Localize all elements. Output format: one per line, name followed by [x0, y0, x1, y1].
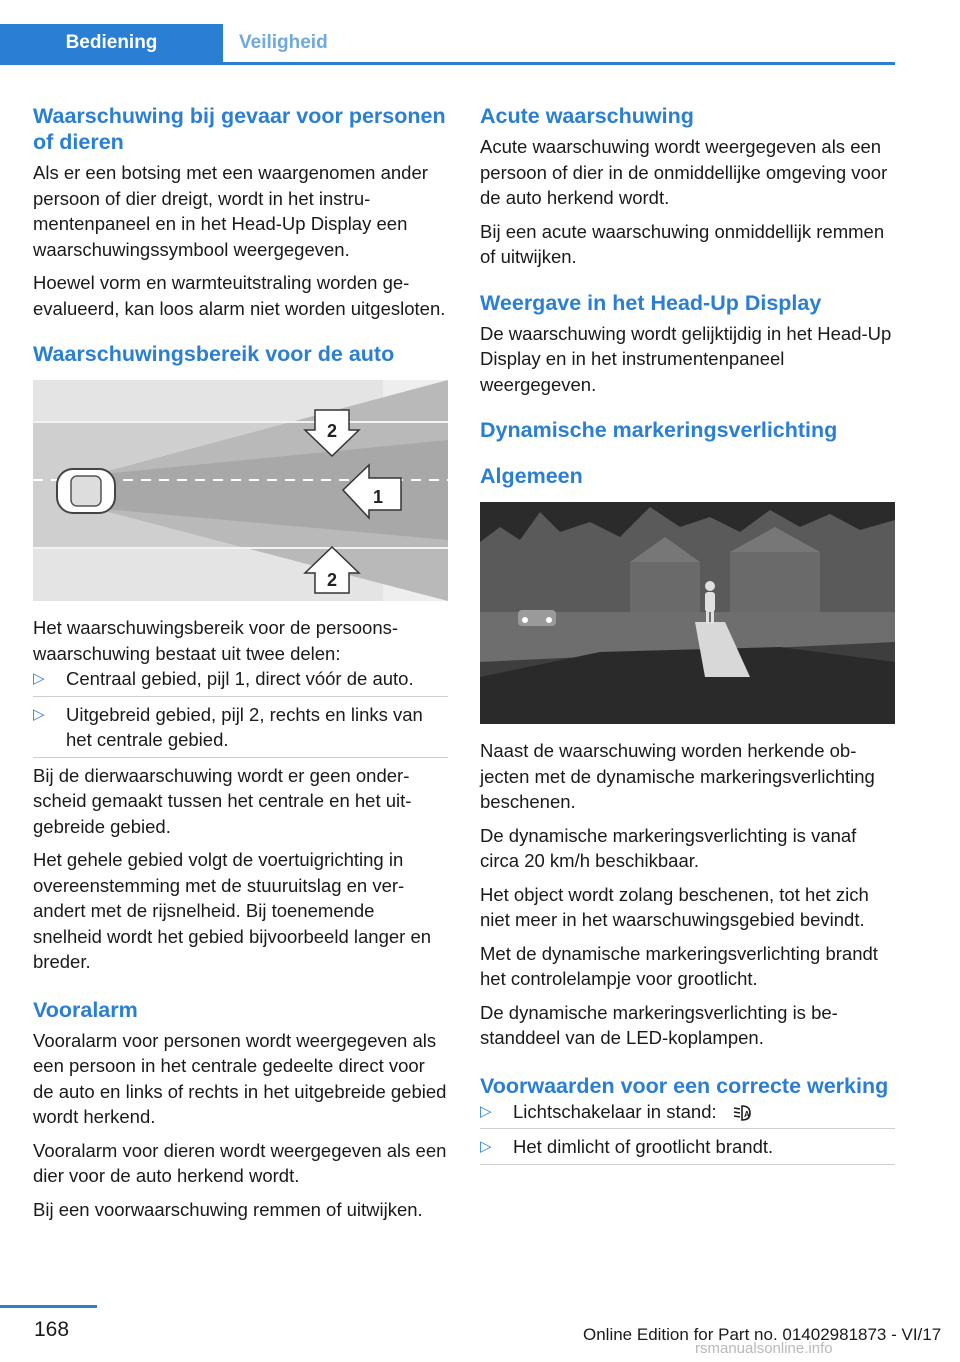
- paragraph: Naast de waarschuwing worden herkende objecten met de dynamische markeringsverlichting beschenen.: [480, 740, 875, 812]
- warning-range-diagram: [33, 380, 448, 601]
- section-heading-dynamic-marking-light: Dynamische markeringsverlichting: [480, 418, 838, 442]
- list-item: ▷ Het dimlicht of grootlicht brandt.: [480, 1134, 895, 1165]
- tab-bediening[interactable]: Bediening: [0, 24, 223, 62]
- paragraph: Vooralarm voor dieren wordt weergegeven als een dier voor de auto herkend wordt.: [33, 1139, 447, 1186]
- paragraph: Het object wordt zolang beschenen, tot het zich niet meer in het waarschuwingsgebied bevindt.: [480, 883, 869, 930]
- bullet-list: [480, 1099, 895, 1165]
- section-heading-warning-range: Waarschuwingsbereik voor de auto: [33, 342, 395, 366]
- bullet-list: [33, 666, 448, 758]
- paragraph: Bij de dierwaarschuwing wordt er geen onderscheid gemaakt tussen het centrale en het uitgebreide gebied.: [33, 764, 412, 837]
- section-heading-conditions: Voorwaarden voor een correcte werking: [480, 1073, 889, 1098]
- paragraph: Acute waarschuwing wordt weergegeven als een persoon of dier in de onmiddellijke omgeving voor de auto herkend wordt.: [480, 136, 888, 208]
- list-item: ▷ Uitgebreid gebied, pijl 2, rechts en links van het centrale gebied.: [33, 702, 448, 758]
- left-column: [33, 103, 448, 1222]
- section-heading-hud-display: Weergave in het Head-Up Display: [480, 290, 822, 315]
- section-heading-warning-persons-animals: Waarschuwing bij gevaar voor personen of dieren: [33, 104, 446, 154]
- triangle-bullet-icon: ▷: [33, 705, 45, 723]
- right-column: [480, 103, 895, 1170]
- list-item: ▷ Centraal gebied, pijl 1, direct vóór de auto.: [33, 666, 448, 697]
- figure-label: 2: [326, 421, 338, 441]
- oncoming-car-icon: [518, 610, 556, 626]
- page-number: 168: [34, 1318, 70, 1341]
- svg-text:A: A: [743, 1109, 750, 1119]
- section-heading-general: Algemeen: [480, 464, 583, 488]
- figure-label: 1: [372, 487, 384, 507]
- list-item: ▷ Lichtschakelaar in stand: A: [480, 1099, 895, 1130]
- car-icon: [57, 469, 115, 513]
- figure-label: 2: [326, 570, 338, 590]
- paragraph: Het waarschuwingsbereik voor de persoonswaarschuwing bestaat uit twee delen:: [33, 617, 399, 664]
- paragraph: De dynamische markeringsverlichting is vanaf circa 20 km/h beschikbaar.: [480, 824, 857, 871]
- watermark: rsmanualsonline.info: [695, 1340, 833, 1357]
- paragraph: Als er een botsing met een waargenomen ander persoon of dier dreigt, wordt in het instrumentenpaneel en in het Head-Up Display een waarschuwingssymbool weergegeven.: [33, 162, 428, 260]
- night-road-illustration: [480, 502, 895, 724]
- light-switch-auto-icon: [732, 1102, 756, 1124]
- paragraph: Bij een acute waarschuwing onmiddellijk remmen of uitwijken.: [480, 220, 885, 267]
- paragraph: De waarschuwing wordt gelijktijdig in het Head-Up Display en in het instrumentenpaneel weergegeven.: [480, 322, 892, 395]
- footer-accent-line: [0, 1305, 97, 1308]
- edition-line: Online Edition for Part no. 01402981873 - VI/17: [583, 1325, 942, 1344]
- paragraph: Hoewel vorm en warmteuitstraling worden geevalueerd, kan loos alarm niet worden uitgesloten.: [33, 272, 446, 319]
- section-heading-acute-warning: Acute waarschuwing: [480, 104, 694, 128]
- section-heading-pre-alarm: Vooralarm: [33, 997, 138, 1022]
- paragraph: Het gehele gebied volgt de voertuigrichting in overeenstemming met de stuuruitslag en verandert met de rijsnelheid. Bij toenemende snelheid wordt het gebied bijvoorbeeld langer en breder.: [33, 849, 432, 972]
- paragraph: Bij een voorwaarschuwing remmen of uitwijken.: [33, 1198, 423, 1220]
- paragraph: De dynamische markeringsverlichting is bestanddeel van de LED-koplampen.: [480, 1001, 838, 1048]
- tab-veiligheid[interactable]: Veiligheid: [239, 32, 328, 53]
- header-tabbar: [0, 24, 895, 65]
- triangle-bullet-icon: ▷: [33, 670, 45, 687]
- paragraph: Met de dynamische markeringsverlichting brandt het controlelampje voor grootlicht.: [480, 942, 878, 989]
- paragraph: Vooralarm voor personen wordt weergegeven als een persoon in het centrale gedeelte direct voor de auto en links of rechts in het uitgebreide gebied wordt herkend.: [33, 1029, 447, 1127]
- triangle-bullet-icon: ▷: [480, 1138, 492, 1155]
- triangle-bullet-icon: ▷: [480, 1102, 492, 1120]
